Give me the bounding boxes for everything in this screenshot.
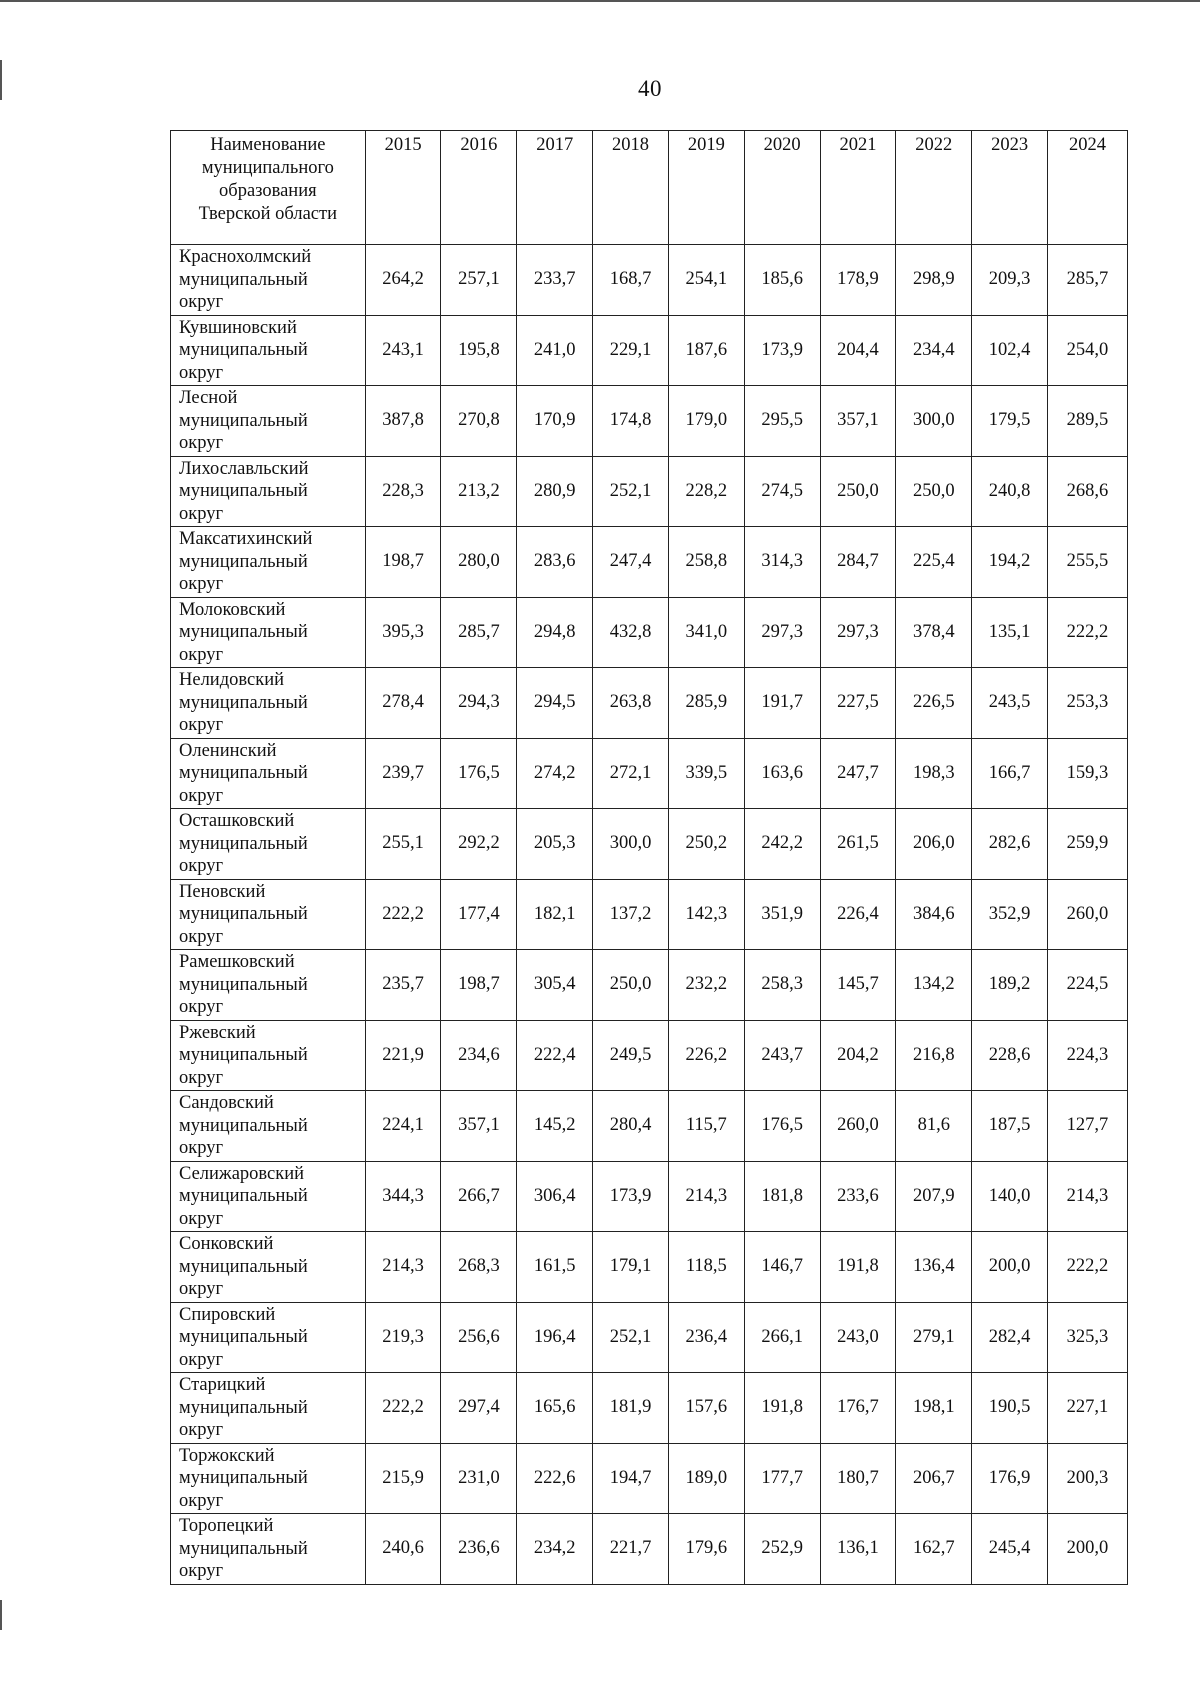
value-cell: 163,6 <box>744 738 820 809</box>
value-cell: 176,7 <box>820 1373 896 1444</box>
value-cell: 279,1 <box>896 1302 972 1373</box>
municipality-name-cell: Лихославльский муниципальный округ <box>171 456 366 527</box>
value-cell: 214,3 <box>668 1161 744 1232</box>
value-cell: 190,5 <box>972 1373 1048 1444</box>
value-cell: 136,4 <box>896 1232 972 1303</box>
value-cell: 240,6 <box>365 1514 441 1585</box>
table-row <box>171 1302 1128 1373</box>
value-cell: 285,7 <box>441 597 517 668</box>
municipality-name-cell: Нелидовский муниципальный округ <box>171 668 366 739</box>
municipality-name-cell: Торопецкий муниципальный округ <box>171 1514 366 1585</box>
table-row <box>171 527 1128 598</box>
value-cell: 177,7 <box>744 1443 820 1514</box>
table-row <box>171 1514 1128 1585</box>
value-cell: 283,6 <box>517 527 593 598</box>
value-cell: 245,4 <box>972 1514 1048 1585</box>
value-cell: 280,9 <box>517 456 593 527</box>
value-cell: 250,0 <box>820 456 896 527</box>
value-cell: 181,8 <box>744 1161 820 1232</box>
page-number: 40 <box>638 76 662 101</box>
value-cell: 266,1 <box>744 1302 820 1373</box>
table-body <box>171 245 1128 1585</box>
value-cell: 176,5 <box>441 738 517 809</box>
value-cell: 294,8 <box>517 597 593 668</box>
value-cell: 282,6 <box>972 809 1048 880</box>
scan-edge-mark-top <box>0 0 1200 2</box>
value-cell: 165,6 <box>517 1373 593 1444</box>
table-row <box>171 668 1128 739</box>
value-cell: 204,4 <box>820 315 896 386</box>
value-cell: 222,6 <box>517 1443 593 1514</box>
value-cell: 294,3 <box>441 668 517 739</box>
value-cell: 240,8 <box>972 456 1048 527</box>
value-cell: 214,3 <box>1047 1161 1127 1232</box>
value-cell: 179,0 <box>668 386 744 457</box>
value-cell: 339,5 <box>668 738 744 809</box>
value-cell: 206,0 <box>896 809 972 880</box>
value-cell: 268,6 <box>1047 456 1127 527</box>
value-cell: 173,9 <box>744 315 820 386</box>
value-cell: 284,7 <box>820 527 896 598</box>
statistics-table <box>170 130 1128 1585</box>
value-cell: 209,3 <box>972 245 1048 316</box>
value-cell: 206,7 <box>896 1443 972 1514</box>
value-cell: 225,4 <box>896 527 972 598</box>
value-cell: 314,3 <box>744 527 820 598</box>
value-cell: 260,0 <box>1047 879 1127 950</box>
value-cell: 254,1 <box>668 245 744 316</box>
year-column-header: 2020 <box>744 131 820 245</box>
value-cell: 274,2 <box>517 738 593 809</box>
municipality-name-cell: Оленинский муниципальный округ <box>171 738 366 809</box>
value-cell: 215,9 <box>365 1443 441 1514</box>
value-cell: 159,3 <box>1047 738 1127 809</box>
value-cell: 185,6 <box>744 245 820 316</box>
value-cell: 250,2 <box>668 809 744 880</box>
value-cell: 297,3 <box>744 597 820 668</box>
value-cell: 255,5 <box>1047 527 1127 598</box>
value-cell: 142,3 <box>668 879 744 950</box>
value-cell: 270,8 <box>441 386 517 457</box>
value-cell: 137,2 <box>593 879 669 950</box>
value-cell: 233,6 <box>820 1161 896 1232</box>
value-cell: 260,0 <box>820 1091 896 1162</box>
value-cell: 294,5 <box>517 668 593 739</box>
value-cell: 250,0 <box>593 950 669 1021</box>
value-cell: 305,4 <box>517 950 593 1021</box>
value-cell: 384,6 <box>896 879 972 950</box>
value-cell: 127,7 <box>1047 1091 1127 1162</box>
value-cell: 235,7 <box>365 950 441 1021</box>
value-cell: 189,2 <box>972 950 1048 1021</box>
year-column-header: 2016 <box>441 131 517 245</box>
value-cell: 432,8 <box>593 597 669 668</box>
municipality-name-cell: Пеновский муниципальный округ <box>171 879 366 950</box>
value-cell: 146,7 <box>744 1232 820 1303</box>
year-column-header: 2021 <box>820 131 896 245</box>
value-cell: 214,3 <box>365 1232 441 1303</box>
table-row <box>171 809 1128 880</box>
value-cell: 306,4 <box>517 1161 593 1232</box>
value-cell: 231,0 <box>441 1443 517 1514</box>
table-row <box>171 386 1128 457</box>
value-cell: 234,2 <box>517 1514 593 1585</box>
value-cell: 256,6 <box>441 1302 517 1373</box>
municipality-name-cell: Кувшиновский муниципальный округ <box>171 315 366 386</box>
value-cell: 257,1 <box>441 245 517 316</box>
value-cell: 178,9 <box>820 245 896 316</box>
table-row <box>171 1232 1128 1303</box>
table-row <box>171 879 1128 950</box>
value-cell: 274,5 <box>744 456 820 527</box>
table-row <box>171 597 1128 668</box>
value-cell: 285,9 <box>668 668 744 739</box>
value-cell: 378,4 <box>896 597 972 668</box>
value-cell: 258,8 <box>668 527 744 598</box>
value-cell: 255,1 <box>365 809 441 880</box>
value-cell: 357,1 <box>820 386 896 457</box>
value-cell: 157,6 <box>668 1373 744 1444</box>
value-cell: 140,0 <box>972 1161 1048 1232</box>
municipality-name-cell: Краснохолмский муниципальный округ <box>171 245 366 316</box>
value-cell: 189,0 <box>668 1443 744 1514</box>
value-cell: 228,2 <box>668 456 744 527</box>
value-cell: 207,9 <box>896 1161 972 1232</box>
table-row <box>171 1091 1128 1162</box>
value-cell: 234,6 <box>441 1020 517 1091</box>
value-cell: 222,2 <box>365 879 441 950</box>
municipality-name-cell: Молоковский муниципальный округ <box>171 597 366 668</box>
municipality-name-cell: Осташковский муниципальный округ <box>171 809 366 880</box>
municipality-name-cell: Спировский муниципальный округ <box>171 1302 366 1373</box>
value-cell: 234,4 <box>896 315 972 386</box>
value-cell: 295,5 <box>744 386 820 457</box>
value-cell: 264,2 <box>365 245 441 316</box>
value-cell: 168,7 <box>593 245 669 316</box>
value-cell: 297,4 <box>441 1373 517 1444</box>
value-cell: 166,7 <box>972 738 1048 809</box>
value-cell: 298,9 <box>896 245 972 316</box>
value-cell: 136,1 <box>820 1514 896 1585</box>
value-cell: 170,9 <box>517 386 593 457</box>
value-cell: 205,3 <box>517 809 593 880</box>
value-cell: 243,7 <box>744 1020 820 1091</box>
value-cell: 145,7 <box>820 950 896 1021</box>
value-cell: 252,9 <box>744 1514 820 1585</box>
value-cell: 198,3 <box>896 738 972 809</box>
table-row <box>171 245 1128 316</box>
value-cell: 181,9 <box>593 1373 669 1444</box>
municipality-name-cell: Лесной муниципальный округ <box>171 386 366 457</box>
value-cell: 243,0 <box>820 1302 896 1373</box>
value-cell: 198,7 <box>365 527 441 598</box>
value-cell: 261,5 <box>820 809 896 880</box>
table-row <box>171 738 1128 809</box>
year-column-header: 2019 <box>668 131 744 245</box>
value-cell: 174,8 <box>593 386 669 457</box>
value-cell: 222,2 <box>1047 1232 1127 1303</box>
value-cell: 226,5 <box>896 668 972 739</box>
value-cell: 352,9 <box>972 879 1048 950</box>
municipality-name-cell: Ржевский муниципальный округ <box>171 1020 366 1091</box>
value-cell: 344,3 <box>365 1161 441 1232</box>
value-cell: 200,3 <box>1047 1443 1127 1514</box>
value-cell: 145,2 <box>517 1091 593 1162</box>
value-cell: 250,0 <box>896 456 972 527</box>
value-cell: 292,2 <box>441 809 517 880</box>
value-cell: 289,5 <box>1047 386 1127 457</box>
value-cell: 300,0 <box>896 386 972 457</box>
value-cell: 191,8 <box>820 1232 896 1303</box>
value-cell: 115,7 <box>668 1091 744 1162</box>
value-cell: 191,7 <box>744 668 820 739</box>
value-cell: 222,4 <box>517 1020 593 1091</box>
value-cell: 198,1 <box>896 1373 972 1444</box>
value-cell: 176,5 <box>744 1091 820 1162</box>
value-cell: 278,4 <box>365 668 441 739</box>
year-column-header: 2015 <box>365 131 441 245</box>
value-cell: 300,0 <box>593 809 669 880</box>
value-cell: 222,2 <box>365 1373 441 1444</box>
municipality-name-cell: Максатихинский муниципальный округ <box>171 527 366 598</box>
value-cell: 297,3 <box>820 597 896 668</box>
value-cell: 351,9 <box>744 879 820 950</box>
year-column-header: 2023 <box>972 131 1048 245</box>
value-cell: 272,1 <box>593 738 669 809</box>
municipality-name-cell: Селижаровский муниципальный округ <box>171 1161 366 1232</box>
table-row <box>171 1161 1128 1232</box>
value-cell: 177,4 <box>441 879 517 950</box>
value-cell: 266,7 <box>441 1161 517 1232</box>
value-cell: 118,5 <box>668 1232 744 1303</box>
value-cell: 221,7 <box>593 1514 669 1585</box>
value-cell: 232,2 <box>668 950 744 1021</box>
year-column-header: 2022 <box>896 131 972 245</box>
municipality-name-cell: Сандовский муниципальный округ <box>171 1091 366 1162</box>
value-cell: 102,4 <box>972 315 1048 386</box>
value-cell: 341,0 <box>668 597 744 668</box>
value-cell: 229,1 <box>593 315 669 386</box>
value-cell: 162,7 <box>896 1514 972 1585</box>
value-cell: 161,5 <box>517 1232 593 1303</box>
value-cell: 221,9 <box>365 1020 441 1091</box>
value-cell: 247,7 <box>820 738 896 809</box>
value-cell: 228,6 <box>972 1020 1048 1091</box>
value-cell: 280,0 <box>441 527 517 598</box>
value-cell: 204,2 <box>820 1020 896 1091</box>
value-cell: 395,3 <box>365 597 441 668</box>
value-cell: 194,7 <box>593 1443 669 1514</box>
value-cell: 200,0 <box>972 1232 1048 1303</box>
value-cell: 241,0 <box>517 315 593 386</box>
value-cell: 222,2 <box>1047 597 1127 668</box>
value-cell: 227,5 <box>820 668 896 739</box>
value-cell: 263,8 <box>593 668 669 739</box>
value-cell: 259,9 <box>1047 809 1127 880</box>
value-cell: 226,4 <box>820 879 896 950</box>
value-cell: 187,5 <box>972 1091 1048 1162</box>
value-cell: 179,6 <box>668 1514 744 1585</box>
value-cell: 252,1 <box>593 456 669 527</box>
value-cell: 216,8 <box>896 1020 972 1091</box>
table-header-row <box>171 131 1128 245</box>
value-cell: 224,3 <box>1047 1020 1127 1091</box>
value-cell: 249,5 <box>593 1020 669 1091</box>
value-cell: 387,8 <box>365 386 441 457</box>
year-column-header: 2024 <box>1047 131 1127 245</box>
table-row <box>171 1373 1128 1444</box>
municipality-name-cell: Сонковский муниципальный округ <box>171 1232 366 1303</box>
value-cell: 187,6 <box>668 315 744 386</box>
value-cell: 200,0 <box>1047 1514 1127 1585</box>
value-cell: 198,7 <box>441 950 517 1021</box>
value-cell: 233,7 <box>517 245 593 316</box>
value-cell: 226,2 <box>668 1020 744 1091</box>
value-cell: 191,8 <box>744 1373 820 1444</box>
value-cell: 180,7 <box>820 1443 896 1514</box>
value-cell: 135,1 <box>972 597 1048 668</box>
value-cell: 81,6 <box>896 1091 972 1162</box>
value-cell: 282,4 <box>972 1302 1048 1373</box>
name-column-header: Наименование муниципального образования Тверской области <box>171 131 366 245</box>
value-cell: 179,5 <box>972 386 1048 457</box>
value-cell: 243,5 <box>972 668 1048 739</box>
value-cell: 280,4 <box>593 1091 669 1162</box>
value-cell: 196,4 <box>517 1302 593 1373</box>
value-cell: 194,2 <box>972 527 1048 598</box>
table-row <box>171 1443 1128 1514</box>
value-cell: 179,1 <box>593 1232 669 1303</box>
value-cell: 243,1 <box>365 315 441 386</box>
year-column-header: 2017 <box>517 131 593 245</box>
table-row <box>171 1020 1128 1091</box>
municipality-name-cell: Рамешковский муниципальный округ <box>171 950 366 1021</box>
municipality-name-cell: Старицкий муниципальный округ <box>171 1373 366 1444</box>
value-cell: 213,2 <box>441 456 517 527</box>
table-row <box>171 456 1128 527</box>
value-cell: 224,1 <box>365 1091 441 1162</box>
municipality-name-cell: Торжокский муниципальный округ <box>171 1443 366 1514</box>
value-cell: 173,9 <box>593 1161 669 1232</box>
value-cell: 134,2 <box>896 950 972 1021</box>
value-cell: 242,2 <box>744 809 820 880</box>
value-cell: 182,1 <box>517 879 593 950</box>
value-cell: 227,1 <box>1047 1373 1127 1444</box>
table-row <box>171 950 1128 1021</box>
value-cell: 258,3 <box>744 950 820 1021</box>
value-cell: 239,7 <box>365 738 441 809</box>
value-cell: 252,1 <box>593 1302 669 1373</box>
value-cell: 254,0 <box>1047 315 1127 386</box>
year-column-header: 2018 <box>593 131 669 245</box>
table-row <box>171 315 1128 386</box>
value-cell: 176,9 <box>972 1443 1048 1514</box>
value-cell: 195,8 <box>441 315 517 386</box>
value-cell: 268,3 <box>441 1232 517 1303</box>
value-cell: 219,3 <box>365 1302 441 1373</box>
value-cell: 285,7 <box>1047 245 1127 316</box>
value-cell: 253,3 <box>1047 668 1127 739</box>
value-cell: 236,4 <box>668 1302 744 1373</box>
value-cell: 236,6 <box>441 1514 517 1585</box>
value-cell: 247,4 <box>593 527 669 598</box>
value-cell: 357,1 <box>441 1091 517 1162</box>
value-cell: 224,5 <box>1047 950 1127 1021</box>
value-cell: 228,3 <box>365 456 441 527</box>
scan-edge-mark-left-lower <box>0 1600 2 1630</box>
value-cell: 325,3 <box>1047 1302 1127 1373</box>
